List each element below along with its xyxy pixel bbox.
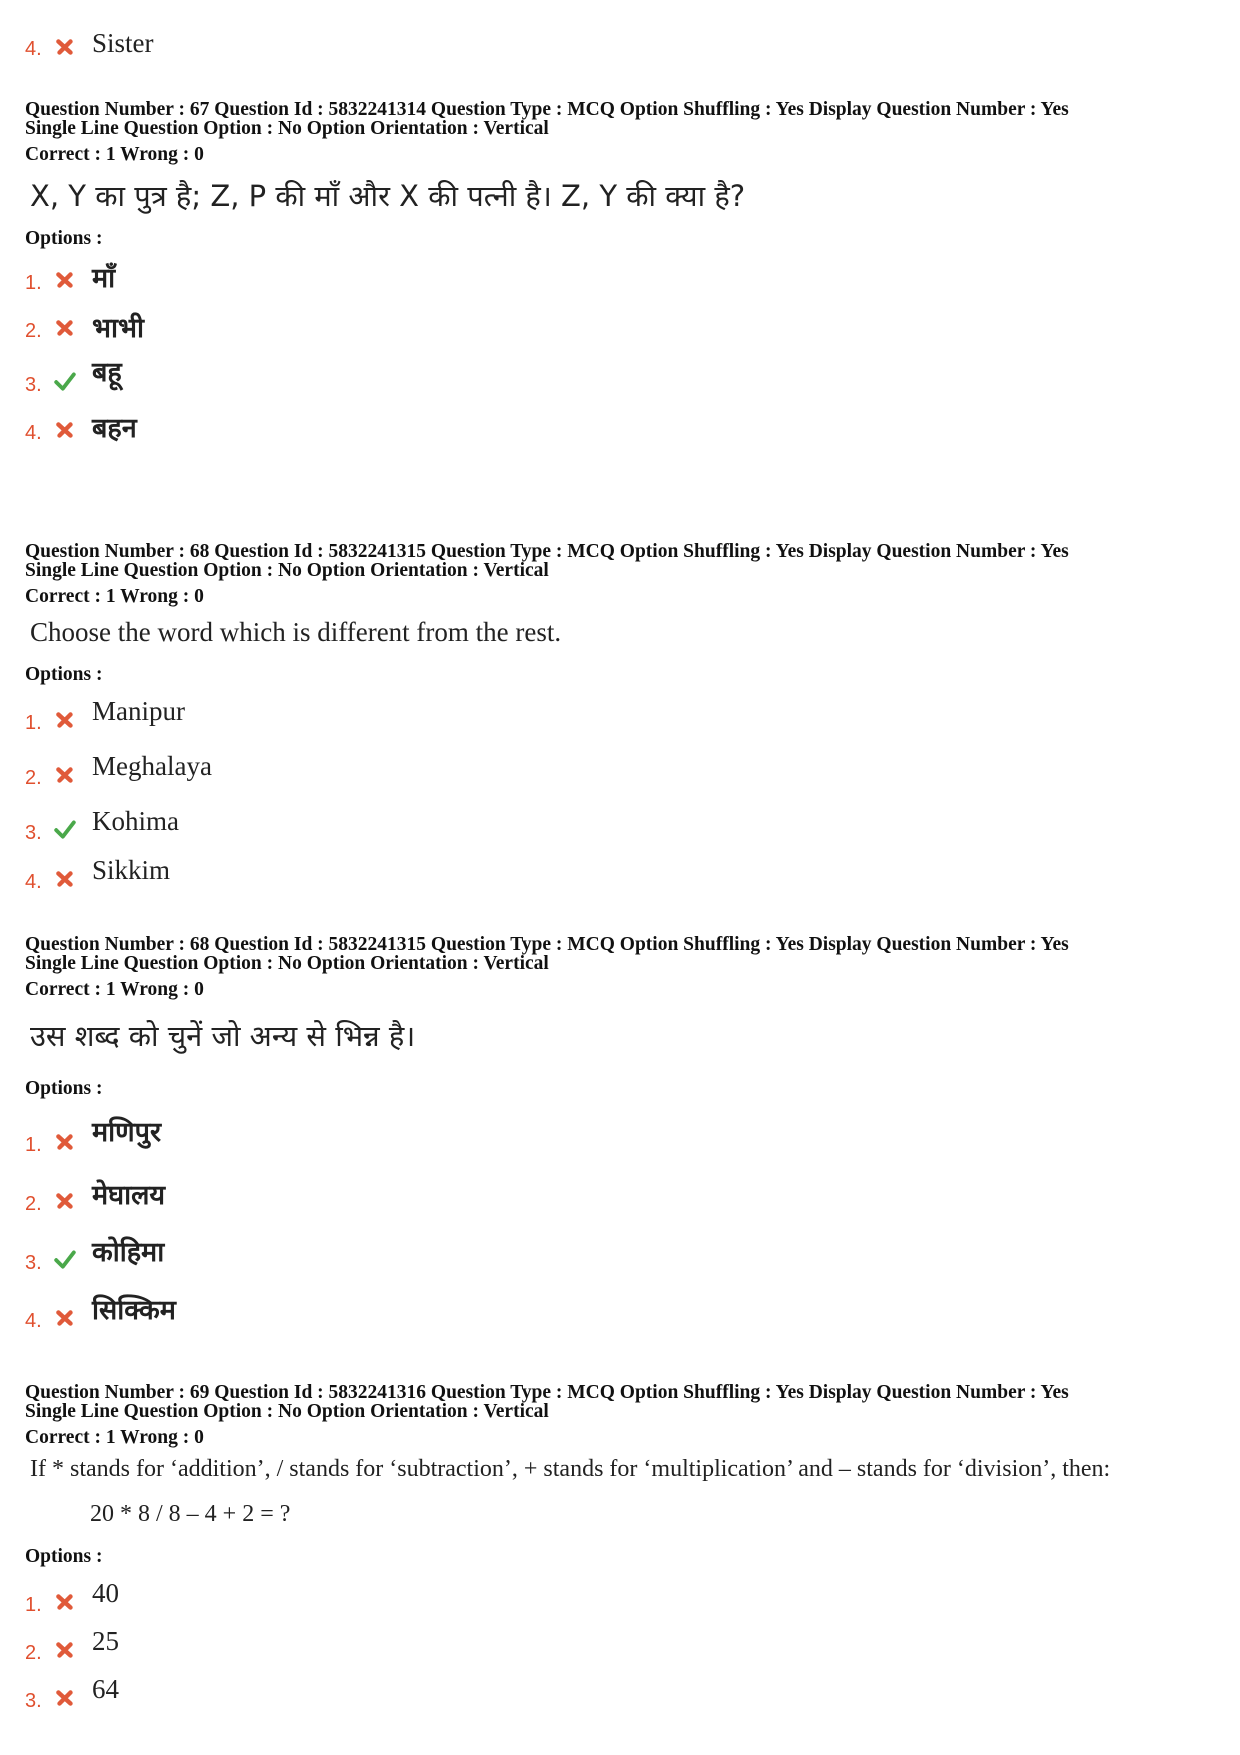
option-number: 1.: [25, 1134, 42, 1156]
option-text: Kohima: [92, 806, 179, 836]
option-text: माँ: [92, 263, 116, 294]
option-number: 3.: [25, 1252, 42, 1274]
question-score: Correct : 1 Wrong : 0: [25, 144, 204, 165]
option-text: Manipur: [92, 696, 185, 726]
question-text: If * stands for ‘addition’, / stands for ‘subtraction’, + stands for ‘multiplication’ and – stands for ‘division’, then:: [30, 1456, 1111, 1482]
option-item: [0, 1117, 900, 1160]
option-text: कोहिमा: [92, 1237, 165, 1268]
option-text: सिक्किम: [92, 1295, 176, 1326]
option-item: [0, 414, 900, 454]
question-score: Correct : 1 Wrong : 0: [25, 979, 204, 1000]
question-text: Choose the word which is different from the rest.: [30, 617, 562, 647]
option-text: बहू: [92, 357, 122, 388]
question-meta-line2: Single Line Question Option : No Option Orientation : Vertical: [25, 1401, 549, 1422]
option-number: 4.: [25, 38, 42, 60]
option-item: [0, 806, 900, 846]
question-expression: 20 * 8 / 8 – 4 + 2 = ?: [90, 1501, 291, 1527]
question-text: X, Y का पुत्र है; Z, P की माँ और X की पत्नी है। Z, Y की क्या है?: [30, 179, 746, 213]
question-meta-line2: Single Line Question Option : No Option Orientation : Vertical: [25, 953, 549, 974]
option-item: [0, 1674, 900, 1714]
option-item: [0, 855, 900, 895]
option-number: 3.: [25, 374, 42, 396]
option-number: 4.: [25, 1310, 42, 1332]
option-text: मेघालय: [92, 1180, 166, 1211]
option-item: [0, 1626, 900, 1666]
check-icon: [54, 1248, 76, 1270]
option-text: Sikkim: [92, 855, 171, 885]
cross-icon: [54, 709, 76, 731]
options-label: Options :: [25, 664, 103, 685]
cross-icon: [54, 1307, 76, 1329]
option-text: 25: [92, 1626, 119, 1656]
option-number: 2.: [25, 1642, 42, 1664]
question-meta-line2: Single Line Question Option : No Option Orientation : Vertical: [25, 118, 549, 139]
cross-icon: [54, 1591, 76, 1613]
option-item: [0, 28, 900, 68]
option-text: Sister: [92, 28, 154, 58]
option-number: 2.: [25, 767, 42, 789]
check-icon: [54, 370, 76, 392]
cross-icon: [54, 1687, 76, 1709]
option-number: 3.: [25, 1690, 42, 1712]
option-text: Meghalaya: [92, 751, 212, 781]
option-item: [0, 1578, 900, 1618]
question-meta-line1: Question Number : 68 Question Id : 5832241315 Question Type : MCQ Option Shuffling : Yes Display Question Number : Yes: [25, 541, 1069, 562]
options-label: Options :: [25, 1078, 103, 1099]
option-number: 3.: [25, 822, 42, 844]
question-meta-line1: Question Number : 68 Question Id : 5832241315 Question Type : MCQ Option Shuffling : Yes Display Question Number : Yes: [25, 934, 1069, 955]
option-number: 2.: [25, 1193, 42, 1215]
option-number: 1.: [25, 1594, 42, 1616]
question-score: Correct : 1 Wrong : 0: [25, 586, 204, 607]
option-text: बहन: [92, 413, 137, 444]
option-number: 4.: [25, 871, 42, 893]
option-text: 64: [92, 1674, 119, 1704]
cross-icon: [54, 269, 76, 291]
cross-icon: [54, 317, 76, 339]
cross-icon: [54, 868, 76, 890]
cross-icon: [54, 36, 76, 58]
cross-icon: [54, 419, 76, 441]
option-text: भाभी: [92, 313, 144, 344]
options-label: Options :: [25, 1546, 103, 1567]
cross-icon: [54, 764, 76, 786]
question-meta-line2: Single Line Question Option : No Option Orientation : Vertical: [25, 560, 549, 581]
option-item: [0, 696, 900, 736]
question-meta-line1: Question Number : 67 Question Id : 5832241314 Question Type : MCQ Option Shuffling : Yes Display Question Number : Yes: [25, 99, 1069, 120]
cross-icon: [54, 1639, 76, 1661]
cross-icon: [54, 1131, 76, 1153]
option-item: [0, 310, 900, 350]
question-meta-line1: Question Number : 69 Question Id : 5832241316 Question Type : MCQ Option Shuffling : Yes Display Question Number : Yes: [25, 1382, 1069, 1403]
option-item: [0, 751, 900, 791]
check-icon: [54, 818, 76, 840]
option-item: [0, 1238, 900, 1278]
option-number: 1.: [25, 712, 42, 734]
option-item: [0, 357, 900, 402]
option-text: मणिपुर: [92, 1117, 162, 1148]
option-number: 1.: [25, 272, 42, 294]
option-item: [0, 1179, 900, 1219]
option-text: 40: [92, 1578, 119, 1608]
cross-icon: [54, 1190, 76, 1212]
question-score: Correct : 1 Wrong : 0: [25, 1427, 204, 1448]
option-number: 4.: [25, 422, 42, 444]
option-item: [0, 1296, 900, 1336]
question-text: उस शब्द को चुनें जो अन्य से भिन्न है।: [30, 1019, 416, 1053]
option-number: 2.: [25, 320, 42, 342]
options-label: Options :: [25, 228, 103, 249]
option-item: [0, 262, 900, 302]
